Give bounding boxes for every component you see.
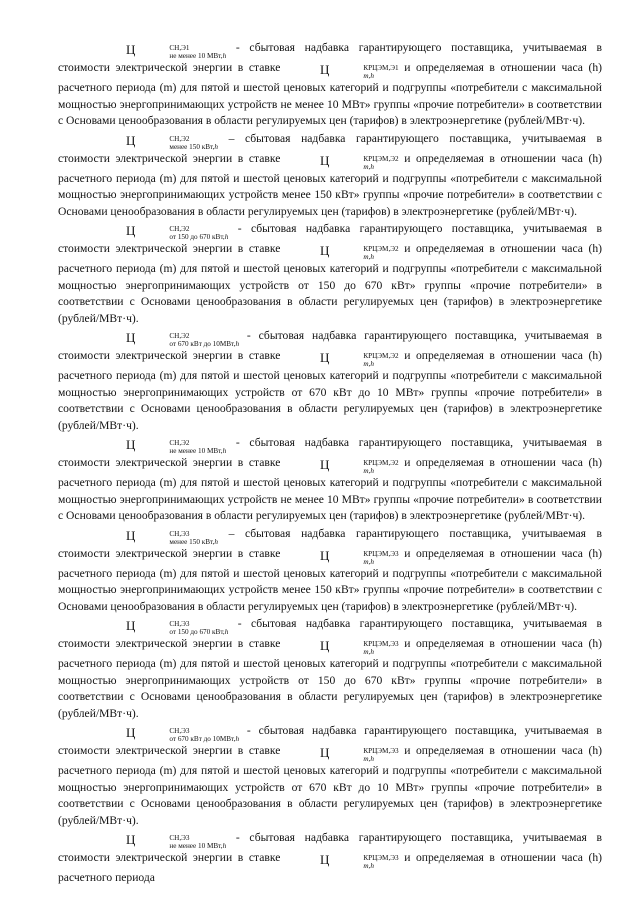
- markup-symbol: Ц СН,Э3 менее 150 кВт,h: [126, 527, 219, 546]
- stake-symbol: Ц КРЦЭМ,Э3 m,h: [319, 638, 399, 656]
- markup-symbol: Ц СН,Э1 не менее 10 МВт,h: [126, 42, 227, 60]
- markup-symbol: Ц СН,Э2 от 670 кВт до 10МВт,h: [126, 330, 240, 348]
- paragraph-1: Ц СН,Э1 не менее 10 МВт,h - сбытовая надбавка гарантирующего поставщика, учитываемая в стоимости электрической энергии в ставке Ц КРЦЭМ,Э1 m,h и определяемая в отношении часа (h) расчетного периода (m) для пятой и шестой ценовых категорий и подгруппы «потребители с максимальной мощностью энергопринимающих устройств не менее 10 МВт» группы «прочие потребители» в соответствии с Основами ценообразования в области регулируемых цен (тарифов) в электроэнергетике (рублей/МВт·ч).: [58, 41, 602, 127]
- stake-symbol: Ц КРЦЭМ,Э2 m,h: [319, 457, 399, 475]
- markup-symbol: Ц СН,Э3 не менее 10 МВт,h: [126, 832, 227, 850]
- stake-symbol: Ц КРЦЭМ,Э2 m,h: [319, 152, 399, 171]
- stake-symbol: Ц КРЦЭМ,Э3 m,h: [319, 745, 399, 763]
- stake-symbol: Ц КРЦЭМ,Э1 m,h: [319, 62, 399, 80]
- stake-symbol: Ц КРЦЭМ,Э3 m,h: [319, 852, 399, 870]
- paragraph-4: Ц СН,Э2 от 670 кВт до 10МВт,h - сбытовая надбавка гарантирующего поставщика, учитываемая в стоимости электрической энергии в ставке Ц КРЦЭМ,Э2 m,h и определяемая в отношении часа (h) расчетного периода (m) для пятой и шестой ценовых категорий и подгруппы «потребители с максимальной мощностью энергопринимающих устройств от 670 кВт до 10 МВт» группы «прочие потребители» в соответствии с Основами ценообразования в области регулируемых цен (тарифов) в электроэнергетике (рублей/МВт·ч).: [58, 329, 602, 432]
- markup-symbol: Ц СН,Э2 от 150 до 670 кВт,h: [126, 223, 229, 241]
- markup-symbol: Ц СН,Э3 от 150 до 670 кВт,h: [126, 618, 229, 636]
- paragraph-3: Ц СН,Э2 от 150 до 670 кВт,h - сбытовая надбавка гарантирующего поставщика, учитываемая в стоимости электрической энергии в ставке Ц КРЦЭМ,Э2 m,h и определяемая в отношении часа (h) расчетного периода (m) для пятой и шестой ценовых категорий и подгруппы «потребители с максимальной мощностью энергопринимающих устройств от 150 до 670 кВт» группы «прочие потребители» в соответствии с Основами ценообразования в области регулируемых цен (тарифов) в электроэнергетике (рублей/МВт·ч).: [58, 222, 602, 325]
- paragraph-2: Ц СН,Э2 менее 150 кВт,h – сбытовая надбавка гарантирующего поставщика, учитываемая в стоимости электрической энергии в ставке Ц КРЦЭМ,Э2 m,h и определяемая в отношении часа (h) расчетного периода (m) для пятой и шестой ценовых категорий и подгруппы «потребители с максимальной мощностью энергопринимающих устройств менее 150 кВт» группы «прочие потребители» в соответствии с Основами ценообразования в области регулируемых цен (тарифов) в электроэнергетике (рублей/МВт·ч).: [58, 131, 602, 218]
- paragraph-8: Ц СН,Э3 от 670 кВт до 10МВт,h - сбытовая надбавка гарантирующего поставщика, учитываемая в стоимости электрической энергии в ставке Ц КРЦЭМ,Э3 m,h и определяемая в отношении часа (h) расчетного периода (m) для пятой и шестой ценовых категорий и подгруппы «потребители с максимальной мощностью энергопринимающих устройств от 670 кВт до 10 МВт» группы «прочие потребители» в соответствии с Основами ценообразования в области регулируемых цен (тарифов) в электроэнергетике (рублей/МВт·ч).: [58, 724, 602, 827]
- paragraph-6: Ц СН,Э3 менее 150 кВт,h – сбытовая надбавка гарантирующего поставщика, учитываемая в стоимости электрической энергии в ставке Ц КРЦЭМ,Э3 m,h и определяемая в отношении часа (h) расчетного периода (m) для пятой и шестой ценовых категорий и подгруппы «потребители с максимальной мощностью энергопринимающих устройств менее 150 кВт» группы «прочие потребители» в соответствии с Основами ценообразования в области регулируемых цен (тарифов) в электроэнергетике (рублей/МВт·ч).: [58, 526, 602, 613]
- markup-symbol: Ц СН,Э2 не менее 10 МВт,h: [126, 437, 227, 455]
- markup-symbol: Ц СН,Э3 от 670 кВт до 10МВт,h: [126, 725, 240, 743]
- paragraph-7: Ц СН,Э3 от 150 до 670 кВт,h - сбытовая надбавка гарантирующего поставщика, учитываемая в стоимости электрической энергии в ставке Ц КРЦЭМ,Э3 m,h и определяемая в отношении часа (h) расчетного периода (m) для пятой и шестой ценовых категорий и подгруппы «потребители с максимальной мощностью энергопринимающих устройств от 150 до 670 кВт» группы «прочие потребители» в соответствии с Основами ценообразования в области регулируемых цен (тарифов) в электроэнергетике (рублей/МВт·ч).: [58, 617, 602, 720]
- paragraph-9: Ц СН,Э3 не менее 10 МВт,h - сбытовая надбавка гарантирующего поставщика, учитываемая в стоимости электрической энергии в ставке Ц КРЦЭМ,Э3 m,h и определяемая в отношении часа (h) расчетного периода: [58, 831, 602, 884]
- stake-symbol: Ц КРЦЭМ,Э2 m,h: [319, 350, 399, 368]
- stake-symbol: Ц КРЦЭМ,Э2 m,h: [319, 243, 399, 261]
- document-page: [58, 40, 602, 888]
- stake-symbol: Ц КРЦЭМ,Э3 m,h: [319, 547, 399, 566]
- markup-symbol: Ц СН,Э2 менее 150 кВт,h: [126, 132, 219, 151]
- paragraph-5: Ц СН,Э2 не менее 10 МВт,h - сбытовая надбавка гарантирующего поставщика, учитываемая в стоимости электрической энергии в ставке Ц КРЦЭМ,Э2 m,h и определяемая в отношении часа (h) расчетного периода (m) для пятой и шестой ценовых категорий и подгруппы «потребители с максимальной мощностью энергопринимающих устройств не менее 10 МВт» группы «прочие потребители» в соответствии с Основами ценообразования в области регулируемых цен (тарифов) в электроэнергетике (рублей/МВт·ч).: [58, 436, 602, 522]
